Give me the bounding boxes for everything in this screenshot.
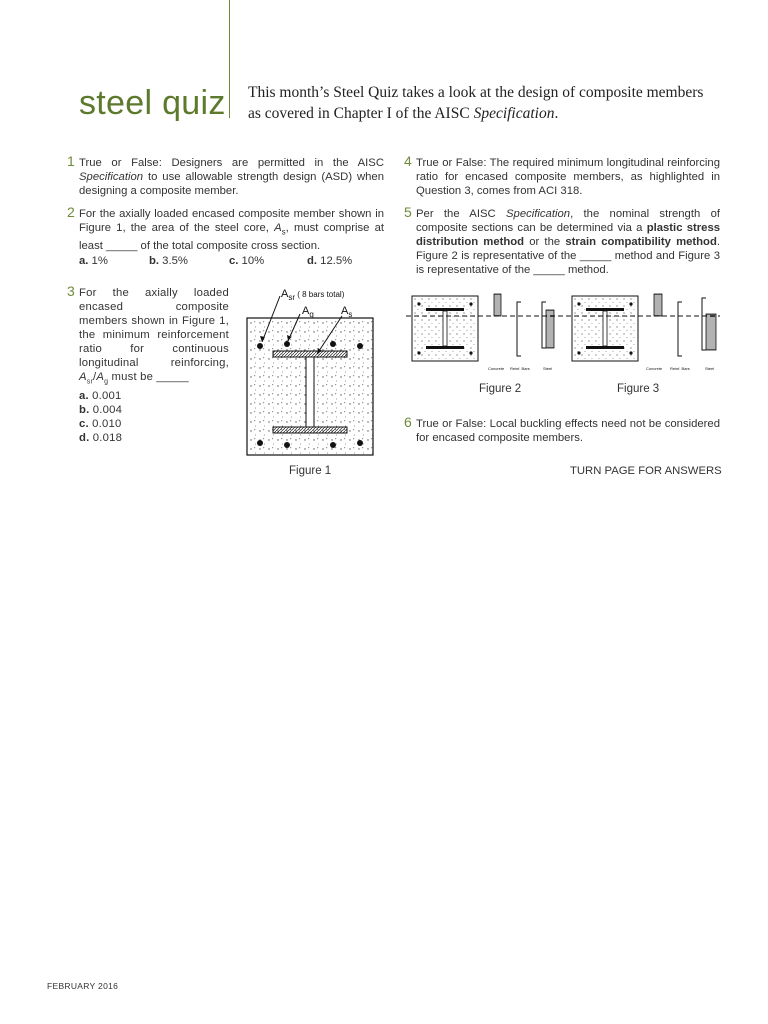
question-number: 6	[404, 414, 412, 430]
steel-flange	[426, 308, 464, 311]
steel-flange	[586, 346, 624, 349]
figure-1-caption: Figure 1	[289, 465, 332, 477]
label-concrete: Concrete	[646, 366, 663, 371]
page-footer-date: FEBRUARY 2016	[47, 981, 119, 991]
choice-a: a. 0.001	[79, 390, 122, 403]
choice-c: c. 0.010	[79, 418, 122, 431]
concrete-stress-block	[494, 294, 501, 316]
label-asr: $A_{sr}$ $^{( 8 bars total)}$	[281, 288, 345, 302]
steel-stress-block	[706, 314, 716, 350]
choice-a: a. 1%	[79, 255, 108, 268]
steel-stress-block	[546, 310, 554, 348]
choice-b: b. 0.004	[79, 404, 123, 417]
reinf-bar-forces	[678, 302, 682, 356]
answer-choices	[79, 254, 384, 268]
question-1: 1 True or False: Designers are permitted in the AISC Specification to use allowable strength design (ASD) when designing a composite member.	[67, 153, 384, 197]
label-reinf-bars: Reinf. Bars	[670, 366, 690, 371]
figure-3-diagram	[566, 290, 726, 374]
question-4: 4 True or False: The required minimum longitudinal reinforcing ratio for encased composite members, as highlighted in Question 3, comes from ACI 318.	[404, 153, 720, 197]
steel-stress-outline	[542, 302, 546, 348]
question-3: 3 For the axially loaded encased composite members shown in Figure 1, the minimum reinforcement ratio for continuous longitudinal reinforcing, $A_{sr}/A_g$ must be _____ a. 0.001 b. 0.004 c. 0.010 d. 0.018	[67, 283, 229, 445]
steel-flange	[426, 346, 464, 349]
steel-top-flange	[273, 351, 347, 357]
question-number: 5	[404, 204, 412, 220]
figure-2-caption: Figure 2	[479, 383, 522, 395]
reinf-bar-forces	[517, 302, 521, 356]
turn-page-note: TURN PAGE FOR ANSWERS	[570, 465, 722, 477]
label-as: $A_s$	[341, 305, 353, 319]
choice-d: d. 0.018	[79, 432, 123, 445]
intro-text: This month’s Steel Quiz takes a look at the design of composite members as covered in Chapter I of the AISC Specification.	[248, 84, 704, 122]
figure-3-caption: Figure 3	[617, 383, 660, 395]
figure-1-diagram	[240, 284, 380, 460]
label-ag: $A_g$	[302, 305, 314, 319]
question-number: 2	[67, 204, 75, 220]
figure-2-diagram	[406, 290, 566, 374]
label-steel: Steel	[705, 366, 715, 371]
choice-c: c. 10%	[229, 255, 265, 268]
question-6: 6 True or False: Local buckling effects need not be considered for encased composite members.	[404, 414, 720, 444]
choice-b: b. 3.5%	[149, 255, 188, 268]
label-reinf-bars: Reinf. Bars	[510, 366, 530, 371]
question-number: 4	[404, 153, 412, 169]
question-2: 2 For the axially loaded encased composite member shown in Figure 1, the area of the steel core, $A_s$, must comprise at least _____ of the total composite cross section. a. 1% b. 3.5% c. 10% d. 12.5%	[67, 204, 384, 268]
answer-choices	[79, 389, 229, 445]
label-concrete: Concrete	[488, 366, 505, 371]
steel-stress-outline	[702, 298, 706, 350]
choice-d: d. 12.5%	[307, 255, 353, 268]
question-number: 1	[67, 153, 75, 169]
steel-flange	[586, 308, 624, 311]
label-steel: Steel	[543, 366, 553, 371]
steel-web	[306, 357, 314, 427]
steel-bottom-flange	[273, 427, 347, 433]
page-title: steel quiz	[79, 84, 226, 122]
concrete-stress-block	[654, 294, 662, 316]
question-5: 5 Per the AISC Specification, the nominal strength of composite sections can be determined via a plastic stress distribution method or the strain compatibility method. Figure 2 is representative of the _____ method and Figure 3 is representative of the _____ method.	[404, 204, 721, 276]
header-divider-line	[229, 0, 230, 118]
question-number: 3	[67, 283, 75, 299]
